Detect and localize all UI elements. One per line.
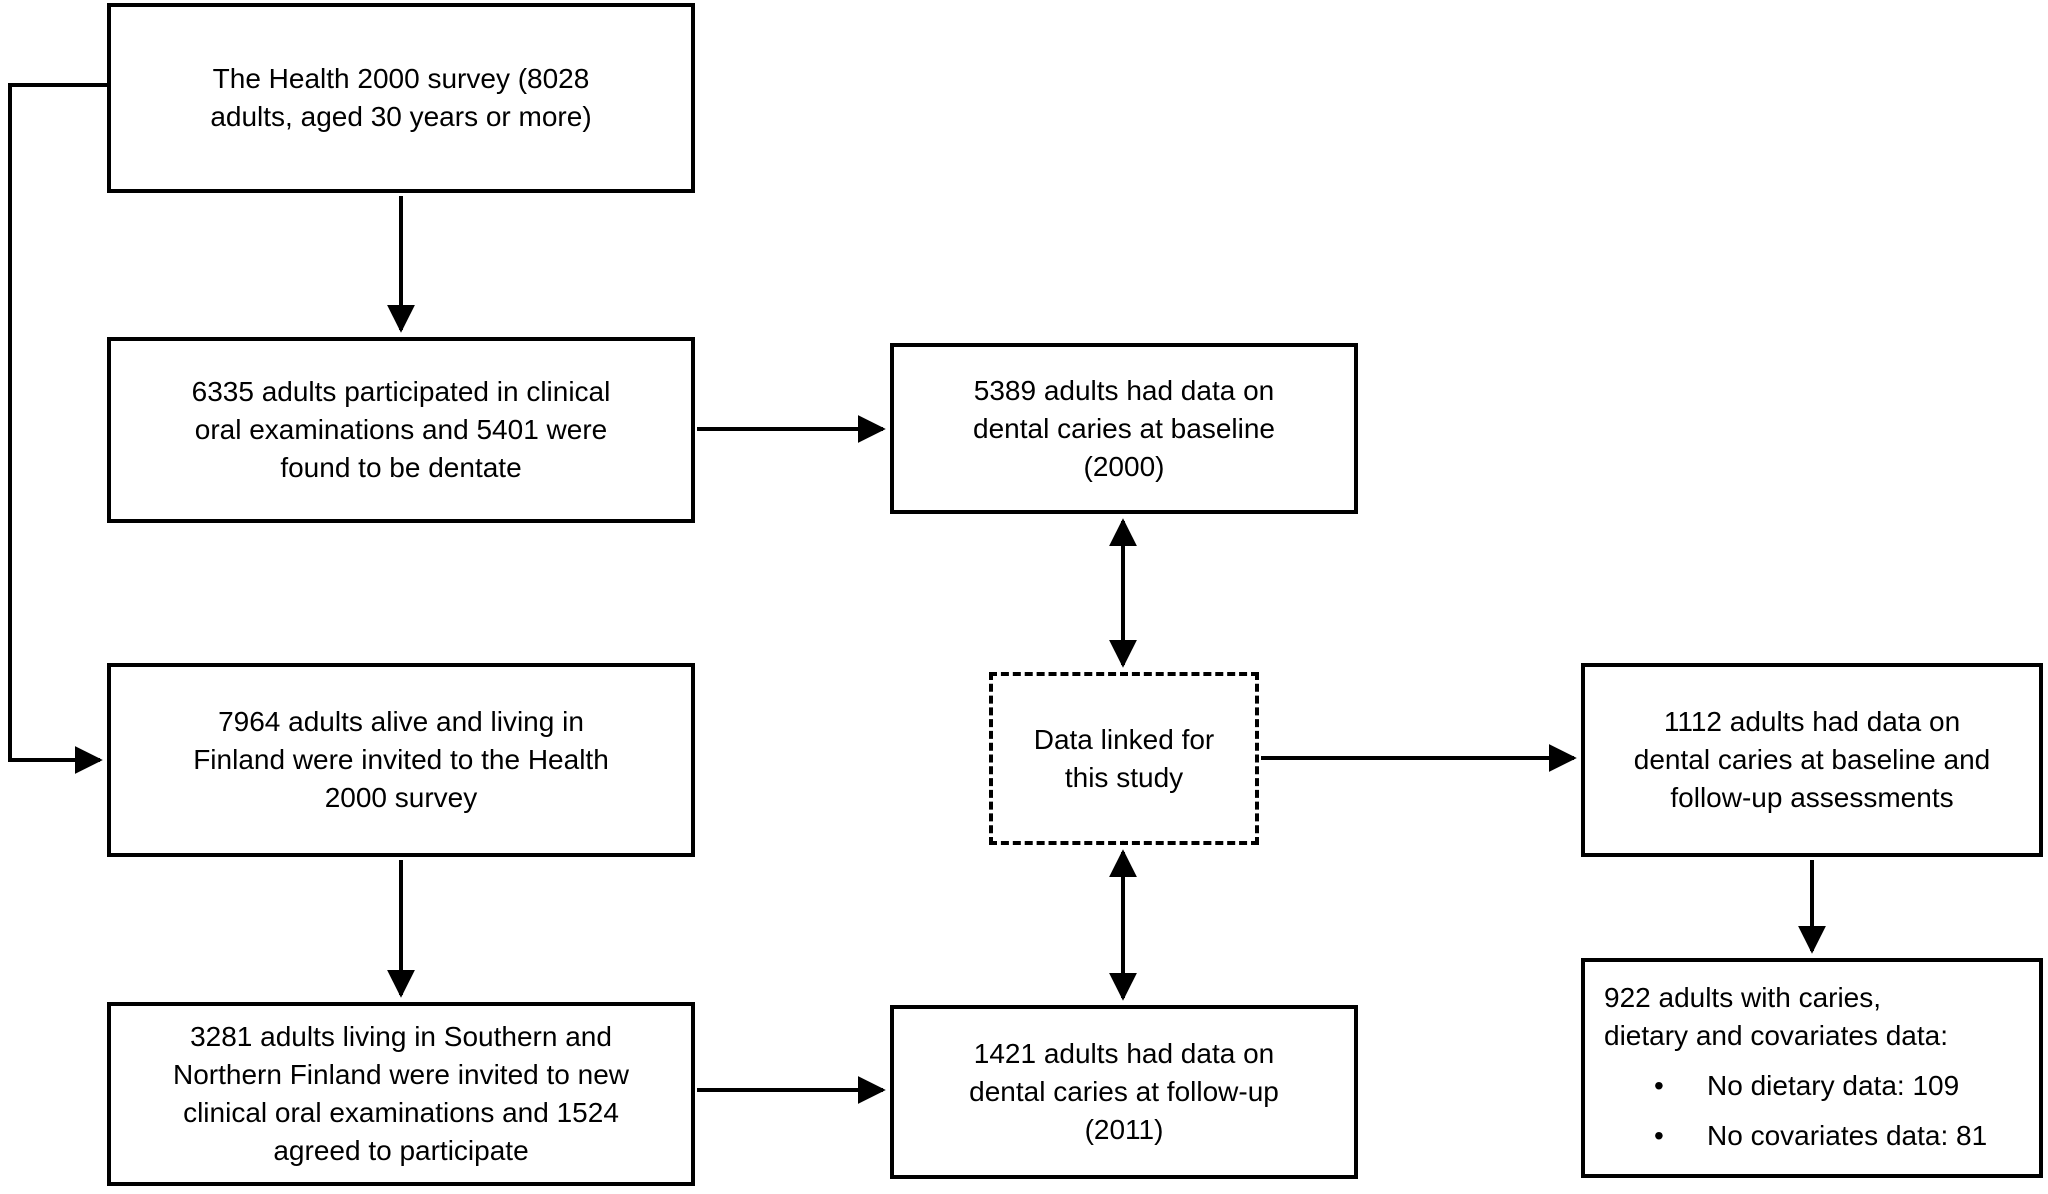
box-text-line: 3281 adults living in Southern and: [190, 1021, 612, 1052]
box-data-linked: [989, 672, 1259, 845]
bullet-item-no-covariates-data: [1604, 1117, 2025, 1155]
box-caries-baseline: [890, 343, 1358, 514]
bullet-icon: •: [1654, 1070, 1664, 1101]
box-caries-followup: [890, 1005, 1358, 1179]
box-text-line: found to be dentate: [280, 452, 522, 483]
box-text-line: 922 adults with caries,: [1604, 982, 1882, 1013]
box-text-line: 1112 adults had data on: [1663, 706, 1961, 737]
box-new-clinical-examinations: [107, 1002, 695, 1186]
box-text-line: dental caries at follow-up: [969, 1076, 1279, 1107]
box-text-line: (2000): [1083, 450, 1165, 482]
box-text-line: oral examinations and 5401 were: [194, 414, 608, 445]
box-text-line: 5389 adults had data on: [973, 374, 1275, 406]
box-invited-health-2000: [107, 663, 695, 857]
bullet-text: No dietary data: 109: [1707, 1070, 1960, 1101]
box-clinical-oral-examinations: [107, 337, 695, 523]
box-text-line: Finland were invited to the Health: [193, 744, 609, 775]
box-text-line: Northern Finland were invited to new: [172, 1059, 629, 1090]
box-text-line: Data linked for: [1033, 723, 1215, 755]
box-text-line: 7964 adults alive and living in: [218, 706, 584, 737]
box-text-line: 2000 survey: [324, 782, 478, 813]
box-text-line: adults, aged 30 years or more): [210, 101, 592, 132]
box-text-line: dental caries at baseline: [973, 412, 1275, 444]
box-text-line: dietary and covariates data:: [1604, 1020, 1948, 1051]
box-text-line: clinical oral examinations and 1524: [183, 1097, 619, 1128]
box-text-line: 6335 adults participated in clinical: [191, 376, 611, 407]
box-health-2000-survey: [107, 3, 695, 193]
box-text-line: this study: [1064, 761, 1184, 793]
box-text-line: The Health 2000 survey (8028: [212, 63, 590, 94]
box-text-line: agreed to participate: [273, 1135, 529, 1166]
box-text-line: follow-up assessments: [1670, 782, 1954, 813]
box-final-analytic-sample: [1581, 958, 2043, 1178]
box-text-line: (2011): [1084, 1114, 1164, 1145]
bullet-item-no-dietary-data: [1604, 1067, 2025, 1105]
box-text-line: 1421 adults had data on: [973, 1038, 1275, 1069]
bullet-icon: •: [1654, 1120, 1664, 1151]
box-text-line: dental caries at baseline and: [1633, 744, 1991, 775]
bullet-text: No covariates data: 81: [1707, 1120, 1988, 1151]
box-caries-baseline-and-followup: [1581, 663, 2043, 857]
connector-survey-to-invited: [10, 85, 109, 760]
